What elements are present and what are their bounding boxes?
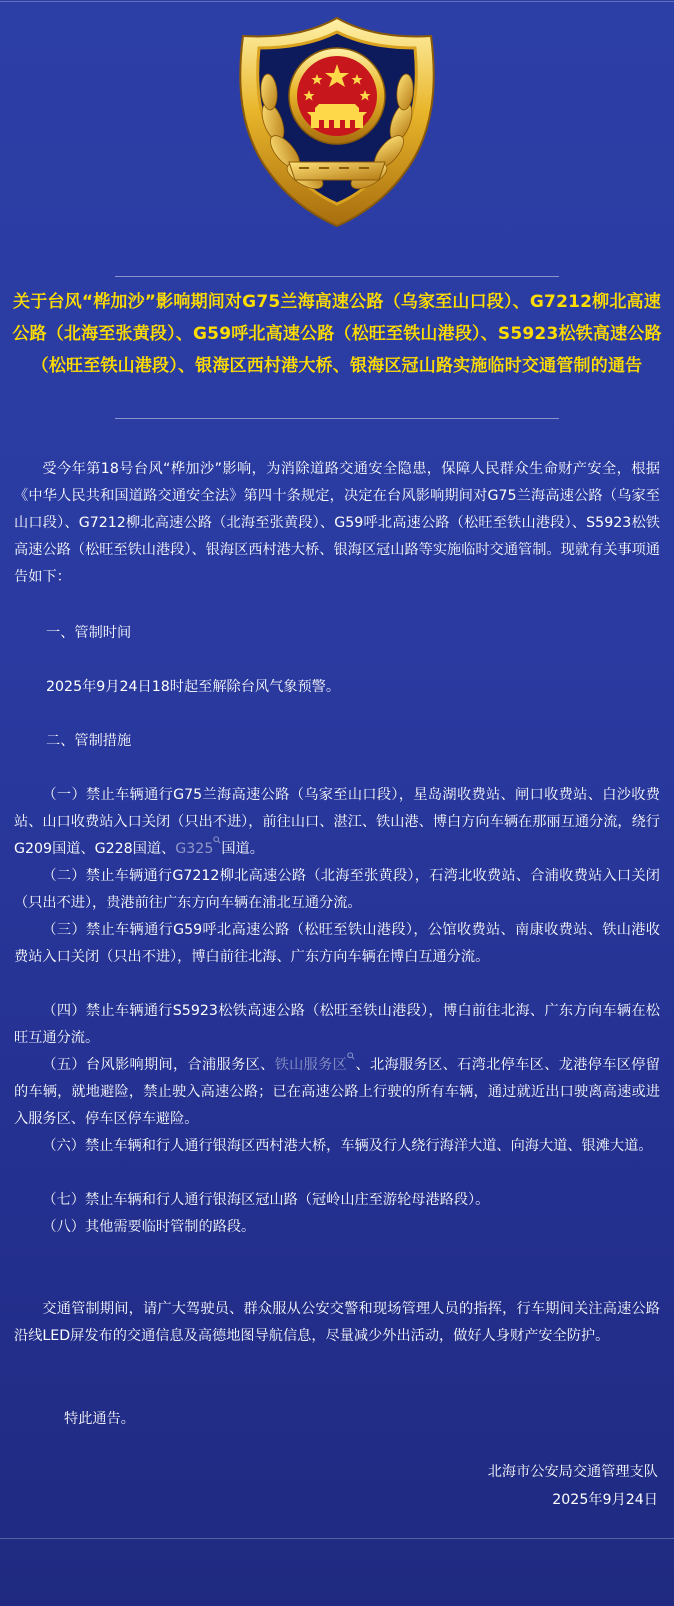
measure-item-2: （二）禁止车辆通行G7212柳北高速公路（北海至张黄段），石湾北收费站、合浦收费站入口关闭（只出不进），贵港前往广东方向车辆在浦北互通分流。 xyxy=(14,868,660,911)
measure-item-6: （六）禁止车辆和行人通行银海区西村港大桥，车辆及行人绕行海洋大道、向海大道、银滩大道。 xyxy=(42,1138,653,1154)
signature-org: 北海市公安局交通管理支队 xyxy=(487,1464,658,1480)
g325-link[interactable]: G325 xyxy=(175,841,221,857)
closing-paragraph: 交通管制期间，请广大驾驶员、群众服从公安交警和现场管理人员的指挥，行车期间关注高速公路沿线LED屏发布的交通信息及高德地图导航信息，尽量减少外出活动，做好人身财产安全防护。 xyxy=(14,1301,660,1344)
measure-item-7: （七）禁止车辆和行人通行银海区冠山路（冠岭山庄至游轮母港路段）。 xyxy=(42,1192,490,1208)
section-body-time: 2025年9月24日18时起至解除台风气象预警。 xyxy=(46,679,341,695)
bottom-border xyxy=(0,1538,674,1539)
measure-item-8: （八）其他需要临时管制的路段。 xyxy=(42,1219,256,1235)
measure-item-3: （三）禁止车辆通行G59呼北高速公路（松旺至铁山港段），公馆收费站、南康收费站、铁山港收费站入口关闭（只出不进），博白前往北海、广东方向车辆在博白互通分流。 xyxy=(14,922,660,965)
police-badge-emblem xyxy=(229,12,445,232)
notice-end: 特此通告。 xyxy=(64,1411,135,1427)
measure-item-5 xyxy=(14,1052,660,1133)
measure-item-1-end: 国道。 xyxy=(221,841,264,857)
intro-paragraph: 受今年第18号台风“桦加沙”影响，为消除道路交通安全隐患，保障人民群众生命财产安全，根据《中华人民共和国道路交通安全法》第四十条规定，决定在台风影响期间对G75兰海高速公路（乌家至山口段）、G7212柳北高速公路（北海至张黄段）、G59呼北高速公路（松旺至铁山港段）、S5923松铁高速公路（松旺至铁山港段）、银海区西村港大桥、银海区冠山路等实施临时交通管制。现就有关事项通告如下： xyxy=(14,461,660,585)
tieshan-service-link[interactable]: 铁山服务区 xyxy=(275,1057,356,1073)
title-rule-bottom xyxy=(115,418,559,419)
top-border xyxy=(0,1,674,2)
section-heading-measures: 二、管制措施 xyxy=(46,733,132,749)
measure-item-4: （四）禁止车辆通行S5923松铁高速公路（松旺至铁山港段），博白前往北海、广东方向车辆在松旺互通分流。 xyxy=(14,1003,660,1046)
measure-item-1 xyxy=(14,782,660,863)
measure-item-1-text: （一）禁止车辆通行G75兰海高速公路（乌家至山口段），星岛湖收费站、闸口收费站、白沙收费站、山口收费站入口关闭（只出不进），前往山口、湛江、铁山港、博白方向车辆在那丽互通分流，绕行G209国道、G228国道、 xyxy=(14,787,660,857)
section-heading-time: 一、管制时间 xyxy=(46,625,132,641)
measure-item-5-end: 、北海服务区、石湾北停车区、龙港停车区停留的车辆，就地避险，禁止驶入高速公路；已在高速公路上行驶的所有车辆，通过就近出口驶离高速或进入服务区、停车区停车避险。 xyxy=(14,1057,660,1127)
notice-title: 关于台风“桦加沙”影响期间对G75兰海高速公路（乌家至山口段）、G7212柳北高速公路（北海至张黄段）、G59呼北高速公路（松旺至铁山港段）、S5923松铁高速公路（松旺至铁山港段）、银海区西村港大桥、银海区冠山路实施临时交通管制的通告 xyxy=(12,292,662,376)
search-icon xyxy=(347,1052,355,1060)
title-rule-top xyxy=(115,276,559,277)
signature-date: 2025年9月24日 xyxy=(552,1492,658,1508)
measure-item-5-text: （五）台风影响期间，合浦服务区、 xyxy=(42,1057,275,1073)
